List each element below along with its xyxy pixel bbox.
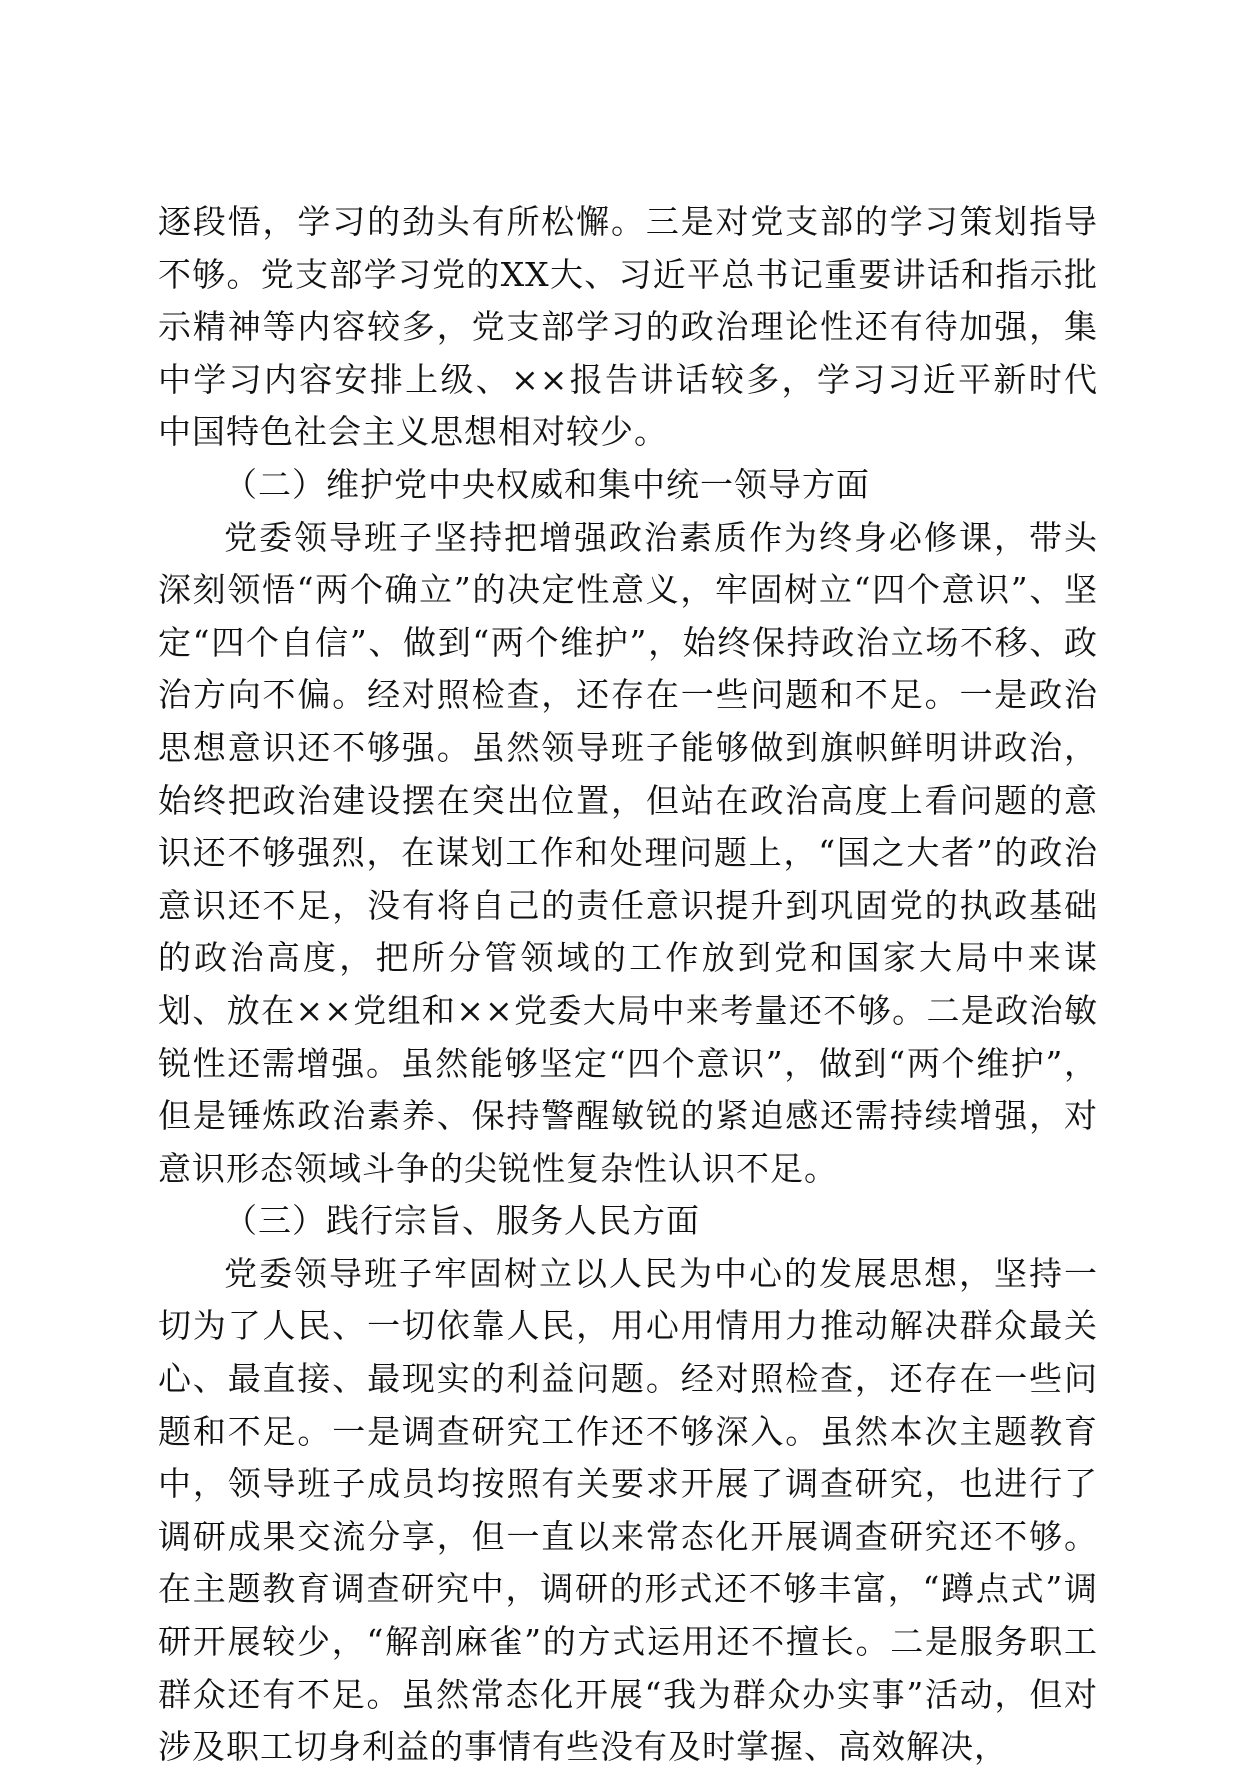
paragraph-political-leadership: 党委领导班子坚持把增强政治素质作为终身必修课，带头深刻领悟“两个确立”的决定性意义，牢固树立“四个意识”、坚定“四个自信”、做到“两个维护”，始终保持政治立场不移、政治方向不偏。经对照检查，还存在一些问题和不足。一是政治思想意识还不够强。虽然领导班子能够做到旗帜鲜明讲政治，始终把政治建设摆在突出位置，但站在政治高度上看问题的意识还不够强烈，在谋划工作和处理问题上，“国之大者”的政治意识还不足，没有将自己的责任意识提升到巩固党的执政基础的政治高度，把所分管领域的工作放到党和国家大局中来谋划、放在××党组和××党委大局中来考量还不够。二是政治敏锐性还需增强。虽然能够坚定“四个意识”，做到“两个维护”，但是锤炼政治素养、保持警醒敏锐的紧迫感还需持续增强，对意识形态领域斗争的尖锐性复杂性认识不足。 — [158, 517, 1098, 1188]
paragraph-serve-people: 党委领导班子牢固树立以人民为中心的发展思想，坚持一切为了人民、一切依靠人民，用心用情用力推动解决群众最关心、最直接、最现实的利益问题。经对照检查，还存在一些问题和不足。一是调查研究工作还不够深入。虽然本次主题教育中，领导班子成员均按照有关要求开展了调查研究，也进行了调研成果交流分享，但一直以来常态化开展调查研究还不够。在主题教育调查研究中，调研的形式还不够丰富，“蹲点式”调研开展较少，“解剖麻雀”的方式运用还不擅长。二是服务职工群众还有不足。虽然常态化开展“我为群众办实事”活动，但对涉及职工切身利益的事情有些没有及时掌握、高效解决， — [158, 1253, 1098, 1767]
section-heading-3: （三）践行宗旨、服务人民方面 — [224, 1201, 700, 1241]
document-page — [158, 196, 1098, 1774]
paragraph-study-continuation: 逐段悟，学习的劲头有所松懈。三是对党支部的学习策划指导不够。党支部学习党的XX大、习近平总书记重要讲话和指示批示精神等内容较多，党支部学习的政治理论性还有待加强，集中学习内容安排上级、××报告讲话较多，学习习近平新时代中国特色社会主义思想相对较少。 — [158, 202, 1098, 452]
section-heading-2: （二）维护党中央权威和集中统一领导方面 — [224, 464, 870, 504]
